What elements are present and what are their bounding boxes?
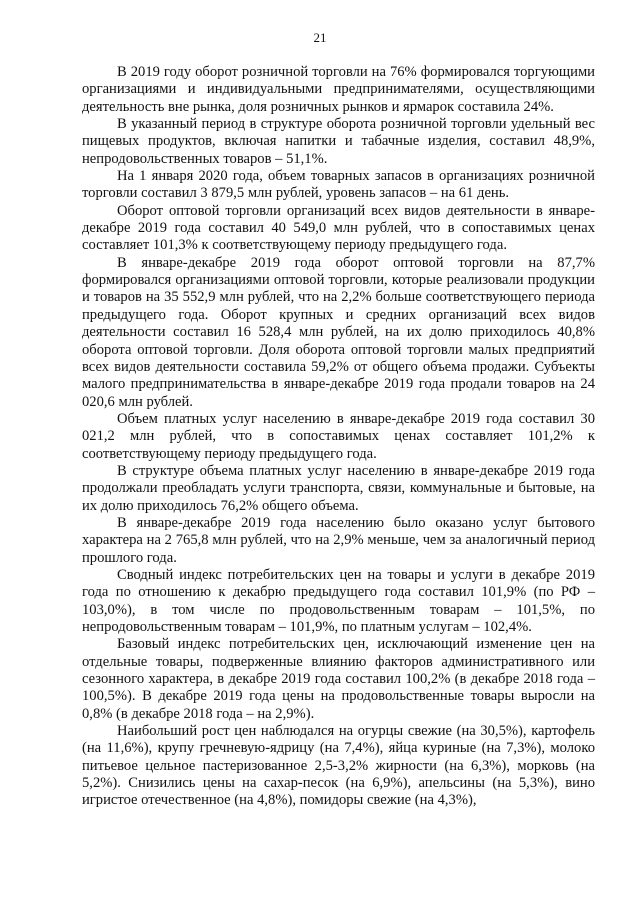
paragraph-consumer-price-index: Сводный индекс потребительских цен на товары и услуги в декабре 2019 года по отношению к декабрю предыдущего года составил 101,9% (по РФ – 103,0%), в том числе по продовольственным товарам – 101,5%, по непродовольственным товарам – 101,9%, по платным услугам – 102,4%. (82, 566, 595, 635)
paragraph-wholesale-structure: В январе-декабре 2019 года оборот оптовой торговли на 87,7% формировался организациями оптовой торговли, которые реализовали продукции и товаров на 35 552,9 млн рублей, что на 2,2% больше соответствующего периода предыдущего года. Оборот крупных и средних организаций всех видов деятельности составил 16 528,4 млн рублей, на их долю приходилось 40,8% оборота оптовой торговли. Доля оборота оптовой торговли малых предприятий всех видов деятельности составила 59,2% от общего объема продажи. Субъекты малого предпринимательства в январе-декабре 2019 года продали товаров на 24 020,6 млн рублей. (82, 254, 595, 410)
page-number: 21 (313, 30, 327, 45)
paragraph-retail-turnover-structure: В 2019 году оборот розничной торговли на 76% формировался торгующими организациями и индивидуальными предпринимателями, осуществляющими деятельность вне рынка, доля розничных рынков и ярмарок составила 24%. (82, 64, 595, 115)
paragraph-household-services: В январе-декабре 2019 года населению было оказано услуг бытового характера на 2 765,8 млн рублей, что на 2,9% меньше, чем за аналогичный период прошлого года. (82, 514, 595, 566)
document-body (82, 64, 595, 810)
paragraph-food-nonfood-share: В указанный период в структуре оборота розничной торговли удельный вес пищевых продуктов, включая напитки и табачные изделия, составил 48,9%, непродовольственных товаров – 51,1%. (82, 116, 595, 167)
paragraph-wholesale-turnover: Оборот оптовой торговли организаций всех видов деятельности в январе-декабре 2019 года составил 40 549,0 млн рублей, что в сопоставимых ценах составляет 101,3% к соответствующему периоду предыдущего года. (82, 202, 595, 254)
paragraph-base-price-index: Базовый индекс потребительских цен, исключающий изменение цен на отдельные товары, подверженные влиянию факторов административного или сезонного характера, в декабре 2019 года составил 100,2% (в декабре 2018 года – 100,5%). В декабре 2019 года цены на продовольственные товары выросли на 0,8% (в декабре 2018 года – на 2,9%). (82, 636, 595, 722)
paragraph-paid-services-volume: Объем платных услуг населению в январе-декабре 2019 года составил 30 021,2 млн рублей, что в сопоставимых ценах составляет 101,2% к соответствующему периоду предыдущего года. (82, 410, 595, 462)
paragraph-paid-services-structure: В структуре объема платных услуг населению в январе-декабре 2019 года продолжали преобладать услуги транспорта, связи, коммунальные и бытовые, на их долю приходилось 76,2% общего объема. (82, 462, 595, 514)
paragraph-price-changes: Наибольший рост цен наблюдался на огурцы свежие (на 30,5%), картофель (на 11,6%), крупу гречневую-ядрицу (на 7,4%), яйца куриные (на 7,3%), молоко питьевое цельное пастеризованное 2,5-3,2% жирности (на 6,3%), морковь (на 5,2%). Снизились цены на сахар-песок (на 6,9%), апельсины (на 5,3%), вино игристое отечественное (на 4,8%), помидоры свежие (на 4,3%), (82, 723, 595, 809)
paragraph-retail-inventory: На 1 января 2020 года, объем товарных запасов в организациях розничной торговли составил 3 879,5 млн рублей, уровень запасов – на 61 день. (82, 168, 595, 202)
